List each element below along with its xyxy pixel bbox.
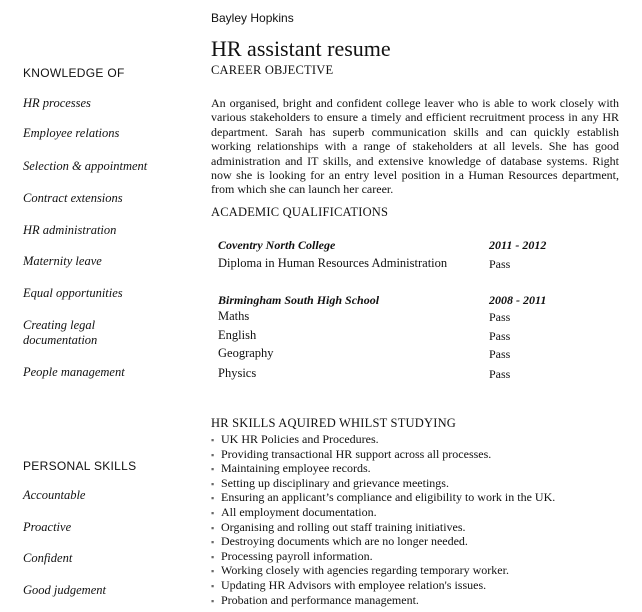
grade: Pass [489,310,511,324]
resume-title: HR assistant resume [211,36,391,61]
career-objective-text: An organised, bright and confident college leaver who is able to work closely with various stakeholders to ensure a timely and efficient recruitment process in any HR department. Sarah has superb communication skills and can quickly establish working relationships with a range of stakeholders at all levels. She has good administration and IT skills, and extensive knowledge of database systems. Right now she is looking for an entry level position in a Human Resources department, from which she can launch her career. [211,96,619,197]
list-item: ▪ Providing transactional HR support across all processes. [211,446,492,461]
bullet-icon: ▪ [211,580,215,591]
knowledge-item: HR administration [23,223,117,237]
personal-skill-item: Confident [23,551,73,565]
list-item: ▪ Working closely with agencies regarding temporary worker. [211,563,509,578]
grade: Pass [489,329,511,343]
list-item: ▪ Organising and rolling out staff training initiatives. [211,519,466,534]
list-item: ▪ Processing payroll information. [211,548,373,563]
knowledge-item: People management [23,365,125,379]
list-item: ▪ Probation and performance management. [211,592,419,607]
knowledge-item: Contract extensions [23,191,123,205]
knowledge-item: Maternity leave [23,254,102,268]
grade: Pass [489,257,511,271]
academic-heading: ACADEMIC QUALIFICATIONS [211,205,389,219]
list-item: ▪ Setting up disciplinary and grievance meetings. [211,475,449,490]
grade: Pass [489,367,511,381]
school-years: 2008 - 2011 [489,293,547,307]
bullet-icon: ▪ [211,595,215,606]
school-years: 2011 - 2012 [489,238,547,252]
subject: Diploma in Human Resources Administration [218,256,448,270]
list-item: ▪ UK HR Policies and Procedures. [211,432,379,446]
hr-skills-heading: HR SKILLS AQUIRED WHILST STUDYING [211,416,457,430]
knowledge-heading: KNOWLEDGE OF [23,66,125,80]
bullet-icon: ▪ [211,464,215,475]
bullet-icon: ▪ [211,537,215,548]
knowledge-item: Equal opportunities [23,286,123,300]
knowledge-item: HR processes [23,96,91,110]
list-item: ▪ All employment documentation. [211,504,377,519]
subject: Geography [218,346,274,360]
subject: Maths [218,309,250,323]
bullet-icon: ▪ [211,435,215,445]
personal-skill-item: Proactive [23,520,72,534]
bullet-icon: ▪ [211,566,215,577]
personal-skill-item: Good judgement [23,583,106,597]
career-objective-heading: CAREER OBJECTIVE [211,63,334,77]
bullet-icon: ▪ [211,478,215,489]
bullet-icon: ▪ [211,449,215,460]
bullet-icon: ▪ [211,507,215,518]
bullet-icon: ▪ [211,493,215,504]
personal-skills-heading: PERSONAL SKILLS [23,459,137,473]
knowledge-item: Creating legal documentation [23,318,98,347]
bullet-icon: ▪ [211,522,215,533]
knowledge-item: Employee relations [23,126,120,140]
subject: English [218,328,257,342]
hr-skills-list [211,432,555,607]
list-item: ▪ Ensuring an applicant’s compliance and eligibility to work in the UK. [211,490,556,505]
school-name: Coventry North College [218,238,336,252]
school-name: Birmingham South High School [218,293,380,307]
knowledge-item: Selection & appointment [23,159,148,173]
list-item: ▪ Maintaining employee records. [211,461,371,476]
author-name: Bayley Hopkins [211,11,294,25]
subject: Physics [218,366,257,380]
list-item: ▪ Updating HR Advisors with employee relation's issues. [211,577,487,592]
grade: Pass [489,347,511,361]
personal-skill-item: Accountable [23,488,86,502]
bullet-icon: ▪ [211,551,215,562]
list-item: ▪ Destroying documents which are no longer needed. [211,534,468,549]
